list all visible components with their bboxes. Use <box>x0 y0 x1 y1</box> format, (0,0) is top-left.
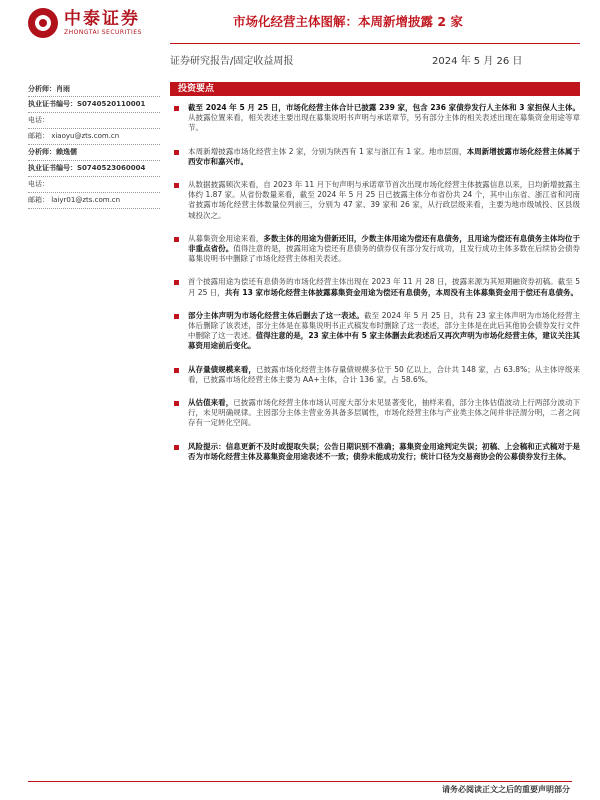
key-point-item <box>170 398 580 429</box>
key-point-emphasis: 值得注意的是，23 家主体中有 5 家主体删去此表述后又再次声明为市场化经营主体，建议关注其募资用途前后变化。 <box>188 331 580 351</box>
key-point-text: 已披露市场化经营主体市场认可度大部分未见显著变化，抽样来看，部分主体估值波动上行两部分波动下行，未见明确规律。主因部分主体主营业务具备多层属性，市场化经营主体与产业类主体之间并非泾渭分明，二者之间存有一定转化空间。 <box>188 398 581 428</box>
key-point-emphasis: 多数主体的用途为借新还旧，少数主体用途为偿还有息债务，且用途为偿还有息债务主体均位于非重点省份。 <box>188 233 581 254</box>
analyst-1-name: 肖雨 <box>56 85 70 93</box>
key-point-text: 从披露位置来看，相关表述主要出现在募集说明书声明与承诺章节，另有部分主体的相关表述出现在募集资金用途等章节。 <box>188 113 580 133</box>
key-point-emphasis: 部分主体声明为市场化经营主体后删去了这一表述。 <box>188 310 364 320</box>
analyst-2-phone: 电话： <box>28 177 160 193</box>
logo-name-en: ZHONGTAI SECURITIES <box>64 29 142 36</box>
key-points-list <box>170 103 580 475</box>
analyst-1-email: 邮箱： xiaoyu@zts.com.cn <box>28 129 160 145</box>
company-logo <box>28 6 142 40</box>
key-point-emphasis: 截至 2024 年 5 月 25 日，市场化经营主体合计已披露 239 家，包含 236 家债券发行人主体和 3 家担保人主体。 <box>188 103 580 112</box>
key-point-item <box>170 147 580 167</box>
key-point-text: 从募集资金用途来看， <box>188 233 264 243</box>
key-point-text: 截至 2024 年 5 月 25 日，共有 23 家主体声明为市场化经营主体后删除了该表述，部分主体是在募集说明书正式稿发布时删除了这一表述，部分主体是在此后其他协会债券发行文件中删除了这一表述。 <box>188 310 580 341</box>
key-point-text: 首个披露用途为偿还有息债务的市场化经营主体出现在 2023 年 11 月 28 日，披露来源为其短期融资券初稿。截至 5 月 25 日， <box>188 277 580 297</box>
footer-divider <box>28 781 572 782</box>
key-point-item <box>170 103 580 134</box>
bullet-square-icon <box>174 280 179 285</box>
bullet-square-icon <box>174 314 179 319</box>
footer-disclaimer: 请务必阅读正文之后的重要声明部分 <box>442 785 570 794</box>
key-point-text: 本周新增披露市场化经营主体 2 家，分别为陕西有 1 家与浙江有 1 家。地市层面， <box>188 146 467 156</box>
key-point-text: 值得注意的是，披露用途为偿还有息债务的债券仅有部分发行成功，且发行成功主体多数在后续协会债券募集说明书中删除了市场化经营主体相关表述。 <box>188 244 581 264</box>
analyst-1-cert: 执业证书编号：S0740520110001 <box>28 97 160 113</box>
bullet-square-icon <box>174 401 179 406</box>
report-type: 证券研究报告/固定收益周报 <box>170 56 294 67</box>
key-point-emphasis: 从存量债规模来看， <box>188 364 256 374</box>
section-heading: 投资要点 <box>170 82 580 96</box>
report-title: 市场化经营主体图解：本周新增披露 2 家 <box>233 14 463 29</box>
header-divider <box>170 43 580 44</box>
key-point-emphasis: 风险提示：信息更新不及时或提取失误；公告日期识别不准确；募集资金用途判定失误；初稿、上会稿和正式稿对于是否为市场化经营主体及募集资金用途表述不一致；债券未能成功发行；统计口径为交易商协会的公募债券发行主体。 <box>188 441 580 461</box>
bullet-square-icon <box>174 150 179 155</box>
key-point-item <box>170 311 580 352</box>
bullet-square-icon <box>174 106 179 111</box>
bullet-square-icon <box>174 237 179 242</box>
key-point-emphasis: 共有 13 家市场化经营主体披露募集资金用途为偿还有息债务，本周没有主体募集资金用于偿还有息债务。 <box>224 287 578 297</box>
key-point-item <box>170 234 580 265</box>
analyst-sidebar <box>28 82 160 209</box>
analyst-2-email: 邮箱： laiyr01@zts.com.cn <box>28 193 160 209</box>
analyst-1-phone: 电话： <box>28 113 160 129</box>
key-point-item <box>170 180 580 221</box>
logo-mark-icon <box>28 8 58 38</box>
key-point-item <box>170 365 580 385</box>
key-point-item <box>170 442 580 462</box>
analyst-1-row: 分析师：肖雨 <box>28 82 160 97</box>
analyst-2-name: 赖逸儒 <box>56 148 77 156</box>
report-date: 2024 年 5 月 26 日 <box>432 56 523 67</box>
bullet-square-icon <box>174 183 179 188</box>
key-point-text: 从数据披露频次来看，自 2023 年 11 月下旬声明与承诺章节首次出现市场化经营主体披露信息以来，日均新增披露主体约 1.87 家。从省份数量来看，截至 2024 年 5 月 25 日已披露主体分布省份共 24 个，其中山东省、浙江省和河南省披露市场化经营主体数量位列前三，分别为 47 家、39 家和 26 家，从行政层级来看，主要为地市级城投、区县级城投次之。 <box>188 180 580 220</box>
key-point-item <box>170 277 580 297</box>
bullet-square-icon <box>174 368 179 373</box>
analyst-2-cert: 执业证书编号：S0740523060004 <box>28 161 160 177</box>
logo-name-cn: 中泰证券 <box>64 9 140 29</box>
key-point-emphasis: 从估值来看， <box>188 398 234 408</box>
key-point-text: 已披露市场化经营主体存量债规模多位于 50 亿以上，合计共 148 家，占 63.8%；从主体评级来看，已披露市场化经营主体主要为 AA+主体，合计 136 家，占 58.6%。 <box>188 364 580 384</box>
bullet-square-icon <box>174 445 179 450</box>
analyst-2-row: 分析师：赖逸儒 <box>28 145 160 161</box>
key-point-emphasis: 本周新增披露市场化经营主体属于西安市和嘉兴市。 <box>188 146 581 166</box>
